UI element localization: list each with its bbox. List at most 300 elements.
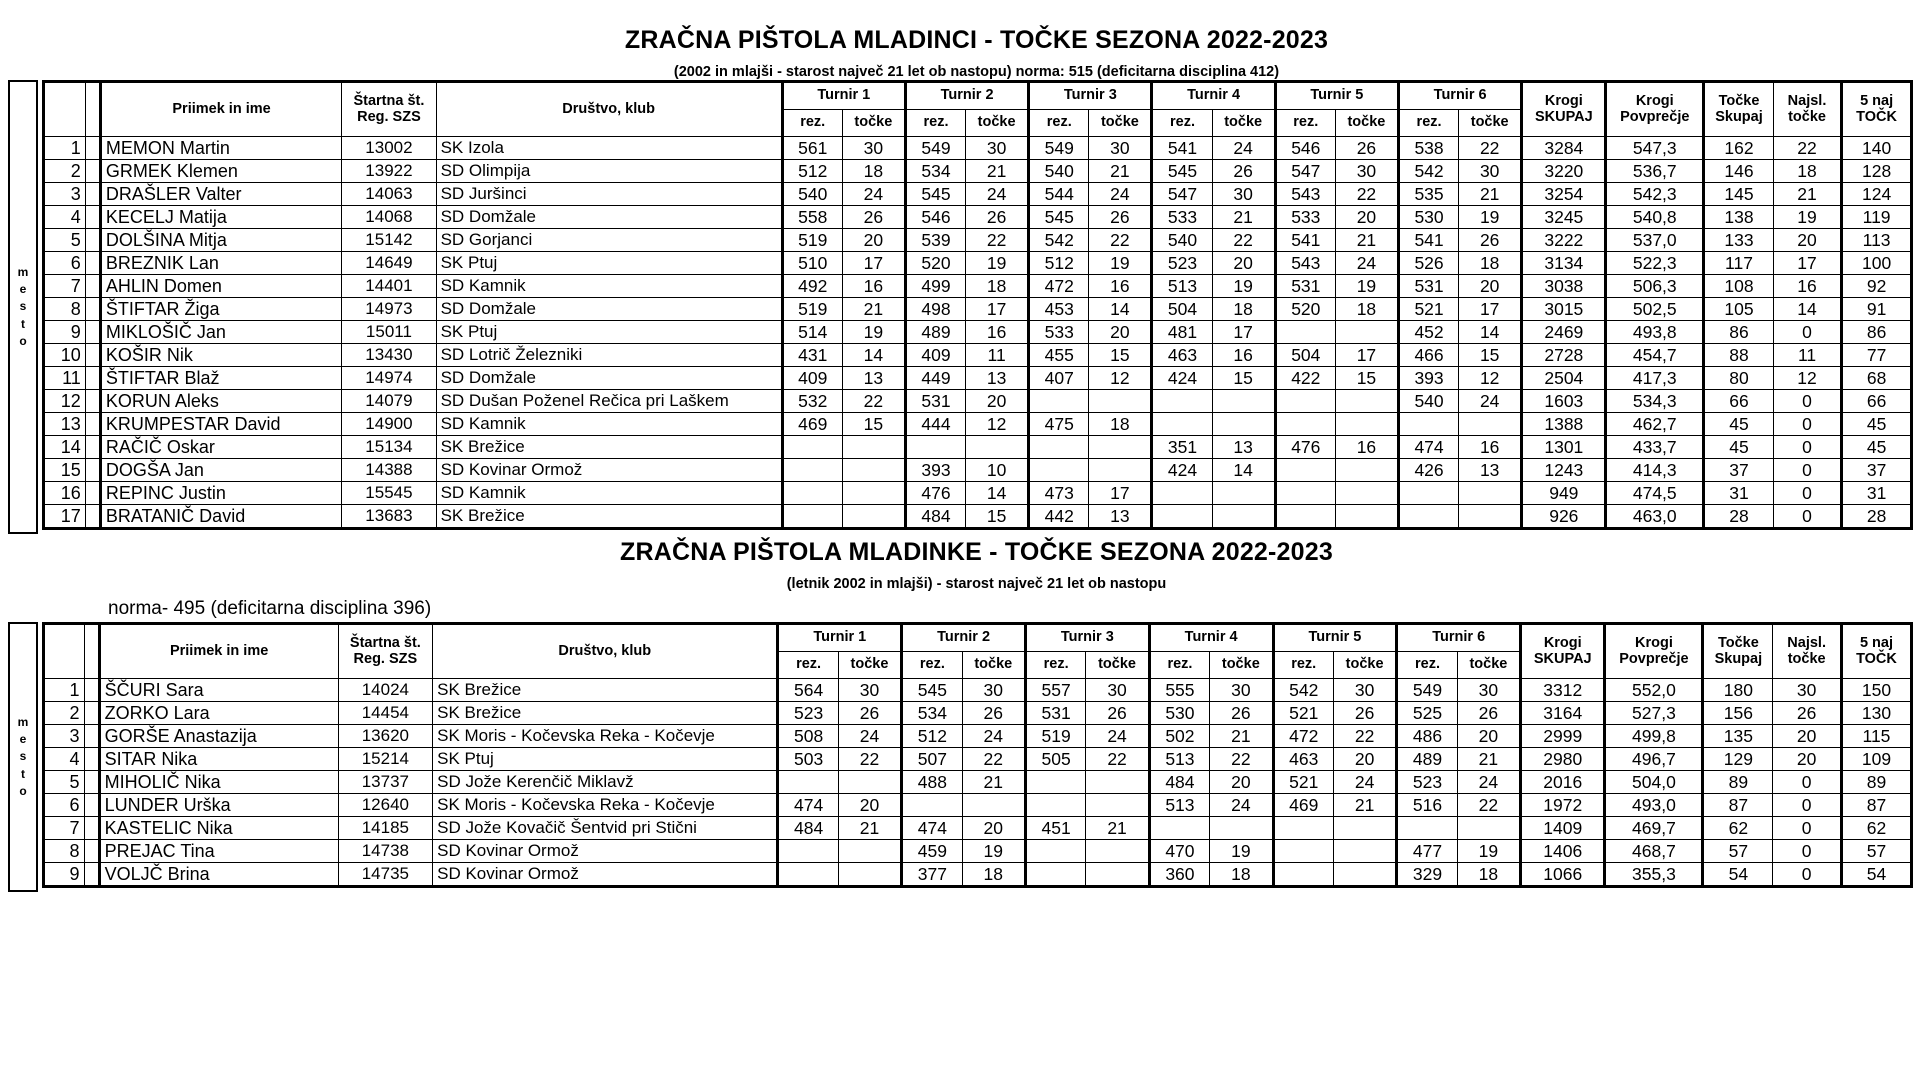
cell-turnir3-tocke: 12	[1089, 367, 1152, 390]
cell-turnir6-rez: 521	[1399, 298, 1459, 321]
cell-start: 15214	[338, 748, 433, 771]
cell-turnir5-rez: 472	[1273, 725, 1333, 748]
cell-turnir6-rez	[1399, 413, 1459, 436]
header-gap	[85, 82, 100, 137]
cell-turnir5-rez	[1275, 505, 1335, 529]
table-row[interactable]	[44, 252, 1912, 275]
cell-turnir6-tocke: 18	[1459, 252, 1522, 275]
cell-najslabse-tocke: 21	[1773, 183, 1841, 206]
cell-naj5-tock: 28	[1842, 505, 1912, 529]
page-subtitle-mladinke: (letnik 2002 in mlajši) - starost največ 21 let ob nastopu	[786, 576, 1167, 592]
cell-naj5-tock: 150	[1841, 679, 1911, 702]
cell-turnir2-tocke: 10	[966, 459, 1029, 482]
cell-turnir2-rez: 507	[902, 748, 962, 771]
cell-turnir6-rez: 541	[1399, 229, 1459, 252]
cell-krogi-skupaj: 1301	[1522, 436, 1606, 459]
cell-krogi-povprecje: 433,7	[1606, 436, 1704, 459]
cell-gap	[85, 206, 100, 229]
cell-name: DRAŠLER Valter	[100, 183, 341, 206]
cell-turnir4-tocke: 14	[1212, 459, 1275, 482]
cell-turnir4-rez: 484	[1149, 771, 1209, 794]
cell-krogi-skupaj: 2999	[1521, 725, 1605, 748]
header-sub-tocke-2: točke	[962, 652, 1025, 679]
header-name: Priimek in ime	[99, 624, 338, 679]
cell-turnir4-rez: 470	[1149, 840, 1209, 863]
cell-tocke-skupaj: 156	[1703, 702, 1773, 725]
cell-turnir1-rez: 532	[782, 390, 842, 413]
cell-tocke-skupaj: 57	[1703, 840, 1773, 863]
cell-turnir4-rez: 502	[1149, 725, 1209, 748]
cell-krogi-povprecje: 534,3	[1606, 390, 1704, 413]
cell-turnir3-tocke: 30	[1086, 679, 1149, 702]
cell-turnir4-tocke: 20	[1210, 771, 1273, 794]
cell-turnir4-rez: 533	[1152, 206, 1212, 229]
table-row[interactable]	[44, 505, 1912, 529]
table-row[interactable]	[44, 160, 1912, 183]
cell-turnir2-rez: 449	[905, 367, 965, 390]
cell-turnir3-rez	[1025, 840, 1085, 863]
cell-turnir3-rez: 557	[1025, 679, 1085, 702]
cell-start: 13922	[342, 160, 436, 183]
cell-turnir3-tocke	[1086, 771, 1149, 794]
table-row[interactable]	[44, 436, 1912, 459]
header-tocke-skupaj	[1703, 624, 1773, 679]
header-rank	[44, 624, 85, 679]
cell-turnir6-tocke: 14	[1459, 321, 1522, 344]
cell-tocke-skupaj: 66	[1704, 390, 1774, 413]
cell-club: SD Gorjanci	[436, 229, 782, 252]
cell-turnir2-tocke	[966, 436, 1029, 459]
cell-rank: 1	[44, 137, 86, 160]
cell-krogi-skupaj: 2016	[1521, 771, 1605, 794]
cell-turnir5-tocke: 16	[1335, 436, 1398, 459]
table-row[interactable]	[44, 863, 1912, 887]
cell-najslabse-tocke: 20	[1773, 725, 1842, 748]
cell-turnir6-tocke: 24	[1457, 771, 1520, 794]
cell-turnir5-rez: 547	[1275, 160, 1335, 183]
cell-turnir6-tocke: 15	[1459, 344, 1522, 367]
cell-turnir4-tocke: 26	[1212, 160, 1275, 183]
cell-naj5-tock: 54	[1841, 863, 1911, 887]
table-row[interactable]	[44, 321, 1912, 344]
cell-krogi-povprecje: 506,3	[1606, 275, 1704, 298]
mesto-letter: t	[21, 766, 25, 781]
cell-turnir2-rez: 409	[905, 344, 965, 367]
table-row[interactable]	[44, 229, 1912, 252]
cell-turnir1-tocke: 20	[842, 229, 905, 252]
table-row[interactable]	[44, 748, 1912, 771]
cell-turnir3-tocke: 16	[1089, 275, 1152, 298]
cell-turnir6-rez: 474	[1399, 436, 1459, 459]
table-row[interactable]	[44, 771, 1912, 794]
header-sub-tocke-6: točke	[1457, 652, 1520, 679]
cell-krogi-povprecje: 414,3	[1606, 459, 1704, 482]
cell-gap	[84, 702, 99, 725]
cell-turnir2-tocke: 21	[966, 160, 1029, 183]
cell-name: ŠČURI Sara	[99, 679, 338, 702]
header-krogi-povprecje-top: Krogi	[1634, 635, 1673, 652]
table-row[interactable]	[44, 275, 1912, 298]
cell-rank: 1	[44, 679, 85, 702]
header-sub-tocke-1: točke	[842, 110, 905, 137]
table-row[interactable]	[44, 344, 1912, 367]
cell-turnir4-tocke	[1212, 505, 1275, 529]
cell-name: RAČIČ Oskar	[100, 436, 341, 459]
cell-club: SD Jože Kerenčič Miklavž	[433, 771, 778, 794]
cell-turnir6-tocke: 21	[1459, 183, 1522, 206]
cell-turnir5-tocke: 17	[1335, 344, 1398, 367]
cell-najslabse-tocke: 12	[1773, 367, 1841, 390]
cell-turnir4-tocke: 24	[1210, 794, 1273, 817]
cell-rank: 2	[44, 702, 85, 725]
cell-turnir6-tocke: 26	[1457, 702, 1520, 725]
header-tournament-1: Turnir 1	[782, 82, 905, 110]
cell-turnir4-tocke: 26	[1210, 702, 1273, 725]
cell-turnir2-tocke: 20	[962, 817, 1025, 840]
cell-tocke-skupaj: 145	[1704, 183, 1774, 206]
cell-tocke-skupaj: 89	[1703, 771, 1773, 794]
cell-krogi-skupaj: 3134	[1522, 252, 1606, 275]
cell-turnir2-tocke: 18	[962, 863, 1025, 887]
cell-start: 14024	[338, 679, 433, 702]
table-row[interactable]	[44, 390, 1912, 413]
cell-najslabse-tocke: 11	[1773, 344, 1841, 367]
cell-najslabse-tocke: 0	[1773, 794, 1842, 817]
cell-krogi-povprecje: 493,0	[1605, 794, 1703, 817]
cell-krogi-povprecje: 463,0	[1606, 505, 1704, 529]
cell-turnir3-tocke: 21	[1089, 160, 1152, 183]
cell-tocke-skupaj: 87	[1703, 794, 1773, 817]
header-sub-rez-3: rez.	[1029, 110, 1089, 137]
cell-rank: 11	[44, 367, 86, 390]
cell-tocke-skupaj: 105	[1704, 298, 1774, 321]
cell-krogi-skupaj: 2469	[1522, 321, 1606, 344]
header-tournament-5: Turnir 5	[1275, 82, 1398, 110]
cell-turnir2-tocke	[962, 794, 1025, 817]
header-sub-rez-4: rez.	[1149, 652, 1209, 679]
table-wrapper-mladinci	[0, 80, 1913, 530]
cell-turnir6-rez: 426	[1399, 459, 1459, 482]
cell-start: 12640	[338, 794, 433, 817]
cell-turnir2-rez: 546	[905, 206, 965, 229]
cell-turnir5-rez: 469	[1273, 794, 1333, 817]
cell-gap	[85, 344, 100, 367]
cell-krogi-povprecje: 527,3	[1605, 702, 1703, 725]
cell-turnir6-tocke: 26	[1459, 229, 1522, 252]
cell-turnir2-tocke: 17	[966, 298, 1029, 321]
cell-najslabse-tocke: 17	[1773, 252, 1841, 275]
cell-start: 15134	[342, 436, 436, 459]
cell-turnir6-tocke	[1459, 505, 1522, 529]
cell-name: DOGŠA Jan	[100, 459, 341, 482]
cell-turnir1-tocke: 20	[838, 794, 901, 817]
cell-turnir1-tocke: 18	[842, 160, 905, 183]
cell-club: SD Kovinar Ormož	[433, 863, 778, 887]
cell-turnir3-tocke	[1086, 794, 1149, 817]
cell-gap	[85, 160, 100, 183]
cell-turnir3-rez: 475	[1029, 413, 1089, 436]
cell-naj5-tock: 45	[1842, 436, 1912, 459]
table-row[interactable]	[44, 794, 1912, 817]
header-krogi-skupaj-bottom: SKUPAJ	[1534, 108, 1593, 125]
cell-start: 13430	[342, 344, 436, 367]
header-krogi-povprecje-bottom: Povprečje	[1619, 650, 1689, 667]
cell-turnir3-rez: 451	[1025, 817, 1085, 840]
cell-krogi-skupaj: 3164	[1521, 702, 1605, 725]
cell-turnir3-rez: 455	[1029, 344, 1089, 367]
cell-turnir4-tocke: 30	[1212, 183, 1275, 206]
cell-krogi-skupaj: 1406	[1521, 840, 1605, 863]
cell-start: 13683	[342, 505, 436, 529]
cell-name: MIKLOŠIČ Jan	[100, 321, 341, 344]
cell-najslabse-tocke: 0	[1773, 482, 1841, 505]
header-najslabse	[1773, 624, 1842, 679]
cell-turnir1-tocke	[842, 459, 905, 482]
table-row[interactable]	[44, 482, 1912, 505]
cell-turnir6-rez: 393	[1399, 367, 1459, 390]
cell-turnir5-tocke: 26	[1333, 702, 1396, 725]
cell-rank: 17	[44, 505, 86, 529]
cell-turnir5-rez: 542	[1273, 679, 1333, 702]
cell-krogi-povprecje: 547,3	[1606, 137, 1704, 160]
cell-gap	[85, 183, 100, 206]
cell-krogi-povprecje: 504,0	[1605, 771, 1703, 794]
cell-name: MIHOLIČ Nika	[99, 771, 338, 794]
cell-krogi-povprecje: 502,5	[1606, 298, 1704, 321]
cell-turnir4-rez	[1152, 390, 1212, 413]
cell-turnir2-tocke: 30	[962, 679, 1025, 702]
table-row[interactable]	[44, 413, 1912, 436]
mesto-letter: e	[19, 731, 27, 746]
header-krogi-povprecje	[1606, 82, 1704, 137]
cell-turnir3-rez: 545	[1029, 206, 1089, 229]
header-sub-tocke-2: točke	[966, 110, 1029, 137]
table-row[interactable]	[44, 206, 1912, 229]
cell-turnir2-tocke: 19	[966, 252, 1029, 275]
cell-krogi-povprecje: 496,7	[1605, 748, 1703, 771]
cell-gap	[84, 679, 99, 702]
table-row[interactable]	[44, 725, 1912, 748]
cell-turnir4-rez: 481	[1152, 321, 1212, 344]
cell-tocke-skupaj: 117	[1704, 252, 1774, 275]
header-rank	[44, 82, 86, 137]
cell-start: 13737	[338, 771, 433, 794]
cell-najslabse-tocke: 20	[1773, 229, 1841, 252]
mesto-letter: m	[17, 714, 29, 729]
cell-najslabse-tocke: 18	[1773, 160, 1841, 183]
header-krogi-skupaj-top: Krogi	[1543, 635, 1582, 652]
cell-krogi-povprecje: 522,3	[1606, 252, 1704, 275]
cell-turnir6-rez: 549	[1397, 679, 1457, 702]
header-najslabse-bottom: točke	[1788, 108, 1826, 125]
cell-turnir1-tocke: 26	[842, 206, 905, 229]
cell-rank: 12	[44, 390, 86, 413]
cell-turnir6-tocke: 16	[1459, 436, 1522, 459]
page-subtitle-mladinci: (2002 in mlajši - starost največ 21 let ob nastopu) norma: 515 (deficitarna disciplina 412)	[673, 64, 1280, 80]
header-najslabse-top: Najsl.	[1787, 635, 1826, 652]
cell-gap	[84, 748, 99, 771]
cell-turnir5-rez: 541	[1275, 229, 1335, 252]
cell-turnir6-rez: 526	[1399, 252, 1459, 275]
cell-turnir4-tocke: 22	[1210, 748, 1273, 771]
norma-note-mladinke: norma- 495 (deficitarna disciplina 396)	[108, 598, 432, 619]
cell-turnir5-rez: 533	[1275, 206, 1335, 229]
table-row[interactable]	[44, 183, 1912, 206]
cell-tocke-skupaj: 54	[1703, 863, 1773, 887]
cell-turnir4-tocke	[1212, 482, 1275, 505]
cell-rank: 7	[44, 275, 86, 298]
cell-turnir4-tocke: 21	[1212, 206, 1275, 229]
cell-turnir5-tocke: 24	[1333, 771, 1396, 794]
cell-turnir5-rez	[1275, 321, 1335, 344]
results-table-mladinci	[42, 80, 1913, 530]
cell-turnir1-tocke	[838, 771, 901, 794]
cell-start: 14454	[338, 702, 433, 725]
cell-najslabse-tocke: 0	[1773, 840, 1842, 863]
cell-turnir1-rez: 561	[782, 137, 842, 160]
cell-turnir4-tocke: 18	[1210, 863, 1273, 887]
cell-turnir5-rez: 504	[1275, 344, 1335, 367]
cell-turnir5-rez	[1273, 840, 1333, 863]
header-tocke-skupaj	[1704, 82, 1774, 137]
cell-rank: 2	[44, 160, 86, 183]
table-row[interactable]	[44, 137, 1912, 160]
cell-turnir3-rez: 544	[1029, 183, 1089, 206]
header-sub-rez-1: rez.	[778, 652, 838, 679]
cell-rank: 7	[44, 817, 85, 840]
cell-naj5-tock: 87	[1841, 794, 1911, 817]
header-krogi-skupaj	[1521, 624, 1605, 679]
cell-turnir4-rez: 504	[1152, 298, 1212, 321]
cell-najslabse-tocke: 19	[1773, 206, 1841, 229]
cell-turnir6-rez: 535	[1399, 183, 1459, 206]
cell-turnir2-rez: 459	[902, 840, 962, 863]
table-row[interactable]	[44, 702, 1912, 725]
cell-name: ŠTIFTAR Žiga	[100, 298, 341, 321]
cell-rank: 10	[44, 344, 86, 367]
cell-turnir6-tocke: 13	[1459, 459, 1522, 482]
cell-club: SK Ptuj	[433, 748, 778, 771]
cell-turnir2-rez	[902, 794, 962, 817]
cell-turnir5-tocke	[1335, 459, 1398, 482]
cell-turnir3-tocke: 14	[1089, 298, 1152, 321]
cell-start: 14068	[342, 206, 436, 229]
cell-start: 14649	[342, 252, 436, 275]
cell-turnir1-rez: 492	[782, 275, 842, 298]
cell-naj5-tock: 37	[1842, 459, 1912, 482]
table-row[interactable]	[44, 679, 1912, 702]
header-naj5	[1841, 624, 1911, 679]
cell-rank: 6	[44, 794, 85, 817]
table-row[interactable]	[44, 367, 1912, 390]
cell-club: SK Ptuj	[436, 321, 782, 344]
cell-club: SD Juršinci	[436, 183, 782, 206]
cell-club: SD Kovinar Ormož	[436, 459, 782, 482]
table-row[interactable]	[44, 840, 1912, 863]
header-start-no-top: Štartna št.	[353, 93, 425, 110]
cell-rank: 4	[44, 206, 86, 229]
table-row[interactable]	[44, 298, 1912, 321]
cell-turnir2-tocke: 13	[966, 367, 1029, 390]
cell-naj5-tock: 115	[1841, 725, 1911, 748]
cell-club: SD Kamnik	[436, 482, 782, 505]
cell-tocke-skupaj: 62	[1703, 817, 1773, 840]
cell-krogi-povprecje: 468,7	[1605, 840, 1703, 863]
cell-turnir2-rez: 393	[905, 459, 965, 482]
cell-turnir3-rez: 512	[1029, 252, 1089, 275]
header-sub-rez-6: rez.	[1397, 652, 1457, 679]
cell-turnir4-tocke: 18	[1212, 298, 1275, 321]
cell-turnir3-tocke: 30	[1089, 137, 1152, 160]
cell-krogi-skupaj: 1243	[1522, 459, 1606, 482]
cell-tocke-skupaj: 80	[1704, 367, 1774, 390]
cell-najslabse-tocke: 20	[1773, 748, 1842, 771]
cell-krogi-povprecje: 542,3	[1606, 183, 1704, 206]
cell-rank: 8	[44, 840, 85, 863]
cell-start: 14738	[338, 840, 433, 863]
cell-turnir1-rez: 519	[782, 229, 842, 252]
cell-turnir6-tocke: 22	[1457, 794, 1520, 817]
cell-turnir1-rez	[778, 840, 838, 863]
cell-turnir4-rez: 513	[1149, 748, 1209, 771]
cell-turnir5-rez: 543	[1275, 183, 1335, 206]
cell-gap	[85, 137, 100, 160]
page-title-mladinke: ZRAČNA PIŠTOLA MLADINKE - TOČKE SEZONA 2022-2023	[620, 538, 1333, 566]
table-row[interactable]	[44, 459, 1912, 482]
cell-turnir3-rez: 505	[1025, 748, 1085, 771]
cell-turnir6-rez	[1397, 817, 1457, 840]
cell-krogi-povprecje: 355,3	[1605, 863, 1703, 887]
cell-turnir4-rez: 541	[1152, 137, 1212, 160]
cell-turnir4-tocke: 24	[1212, 137, 1275, 160]
cell-naj5-tock: 62	[1841, 817, 1911, 840]
cell-name: DOLŠINA Mitja	[100, 229, 341, 252]
cell-start: 14973	[342, 298, 436, 321]
header-sub-rez-1: rez.	[782, 110, 842, 137]
cell-turnir1-tocke	[838, 863, 901, 887]
cell-turnir5-rez: 476	[1275, 436, 1335, 459]
cell-krogi-skupaj: 1388	[1522, 413, 1606, 436]
cell-naj5-tock: 130	[1841, 702, 1911, 725]
cell-turnir3-tocke: 17	[1089, 482, 1152, 505]
header-tournament-4: Turnir 4	[1152, 82, 1275, 110]
header-naj5-bottom: TOČK	[1856, 650, 1897, 667]
results-table-mladinke	[42, 622, 1913, 888]
cell-turnir3-rez: 519	[1025, 725, 1085, 748]
cell-tocke-skupaj: 45	[1704, 413, 1774, 436]
cell-turnir2-rez: 534	[902, 702, 962, 725]
cell-turnir2-tocke: 21	[962, 771, 1025, 794]
cell-turnir1-rez: 512	[782, 160, 842, 183]
cell-gap	[84, 840, 99, 863]
cell-turnir2-rez: 512	[902, 725, 962, 748]
cell-turnir2-tocke: 16	[966, 321, 1029, 344]
table-row[interactable]	[44, 817, 1912, 840]
cell-krogi-povprecje: 552,0	[1605, 679, 1703, 702]
cell-tocke-skupaj: 129	[1703, 748, 1773, 771]
cell-gap	[85, 367, 100, 390]
cell-turnir5-rez: 531	[1275, 275, 1335, 298]
cell-tocke-skupaj: 28	[1704, 505, 1774, 529]
cell-club: SD Domžale	[436, 206, 782, 229]
cell-turnir2-rez: 549	[905, 137, 965, 160]
cell-rank: 13	[44, 413, 86, 436]
cell-turnir4-rez	[1152, 505, 1212, 529]
cell-start: 14079	[342, 390, 436, 413]
cell-rank: 5	[44, 771, 85, 794]
cell-turnir5-tocke: 22	[1333, 725, 1396, 748]
cell-krogi-skupaj: 1066	[1521, 863, 1605, 887]
